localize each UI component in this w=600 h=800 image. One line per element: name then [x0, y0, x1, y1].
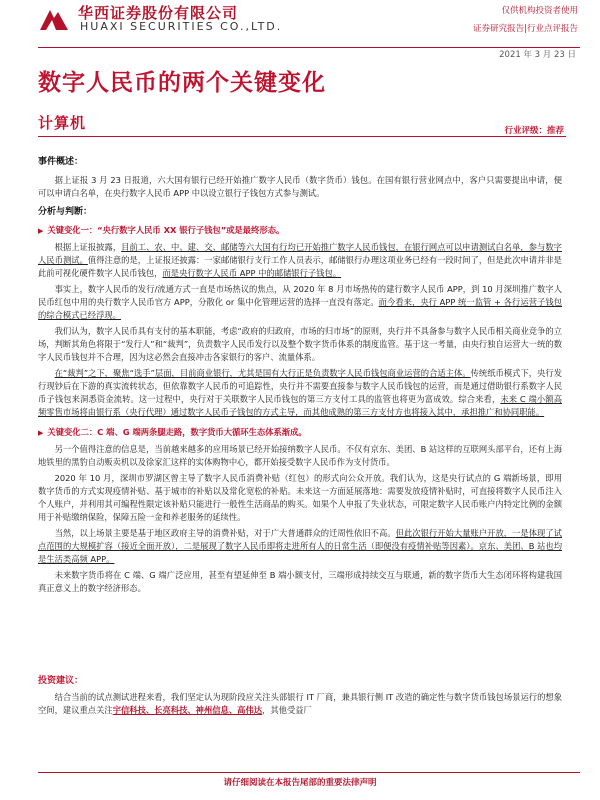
sector-name: 计算机 — [38, 114, 87, 132]
key-change-1-para-1: 根据上证报披露，目前工、农、中、建、交、邮储等六大国有行均已开始推广数字人民币钱包，在银行网点可以申请测试白名单，参与数字人民币测试。值得注意的是，上证报还披露：一家邮储银行支行工作人员表示，邮储银行办理这项业务已经有一段时间了，但是此次申请并非是此前可视化硬件数字人民币钱包，而是央行数字人民币 APP 中的邮储银行子钱包。 — [38, 242, 562, 278]
key-change-2-title: ▶ 关键变化二：C 端、G 端两条腿走路，数字货币大循环生态体系渐成。 — [38, 427, 307, 437]
arrow-bullet-icon: ▶ — [38, 429, 44, 437]
company-logo — [40, 6, 68, 30]
report-title: 数字人民币的两个关键变化 — [38, 70, 326, 96]
arrow-bullet-icon: ▶ — [38, 227, 44, 235]
report-date: 2021 年 3 月 23 日 — [499, 50, 576, 60]
key-change-2-para-3: 当然，以上场景主要是基于地区政府主导的消费补贴，对于广大普通群众的迁周性依旧不高。但此次银行开始大量账户开放，一是体现了试点范围的大规模扩容（接近全面开放），二是展现了数字人民币即将走进所有人的日常生活（即便没有疫情补贴等因素）。京东、美团、B 站也均是生活类高频 APP。 — [38, 528, 562, 564]
key-change-2-para-1: 另一个值得注意的信息是，当前越来越多的应用场景已经开始接纳数字人民币。不仅有京东、美团、B 站这样的互联网头部平台，还有上海地铁里的黑豹自动贩卖机以及徐家汇这样的实体购物中心，都开始接受数字人民币作为支付货币。 — [38, 444, 562, 467]
company-name-en: HUAXI SECURITIES CO.,LTD. — [80, 20, 283, 33]
report-type: 证券研究报告|行业点评报告 — [473, 24, 578, 34]
event-heading: 事件概述： — [38, 157, 84, 167]
company-name-cn: 华西证券股份有限公司 — [78, 4, 239, 22]
investment-heading: 投资建议： — [38, 676, 84, 686]
sector-divider — [38, 136, 566, 137]
key-change-2-para-4: 未来数字货币将在 C 端、G 端广泛应用，甚至有望延伸至 B 端小额支付，三端形成持续交互与联通，新的数字货币大生态闭环将构建我国真正意义上的数字经济形态。 — [38, 570, 562, 593]
key-change-1-para-4: 在“裁判”之下，聚焦“选手”层面，目前商业银行，尤其是国有大行正是负责数字人民币钱包商业运营的合适主体。传统纸币模式下，央行发行现钞后在下游的真实流转状态，但依靠数字人民币的可追踪性，央行并不需要直接参与数字人民币钱包的运营，而是通过借助银行系数字人民币子钱包来洞悉资金流转。这一过程中，央行对于关联数字人民币钱包的第三方支付工具的监管也将更为富成效。综合来看，未来 C 端小额高频零售市场将由银行系（央行代理）通过数字人民币子钱包的方式主导，而其他成熟的第三方支付方也将接入其中，承担推广和协同职能。 — [38, 368, 562, 417]
key-change-1-para-2: 事实上，数字人民币的发行/流通方式一直是市场热议的焦点，从 2020 年 8 月市场热传的建行数字人民币 APP，到 10 月深圳推广数字人民币红包中用的央行数字人民币官方 APP，分散化 or 集中化管理运营的选择一直没有落定。而今看来，央行 APP 统一监管 + 各行运营子钱包的综合模式已经浮现。 — [38, 284, 562, 320]
key-change-1-para-3: 我们认为，数字人民币具有支付的基本职能，考虑“政府的归政府，市场的归市场”的原则，央行并不具备参与数字人民币相关商业竞争的立场，判断其角色将限于“发行人”和“裁判”，负责数字人民币发行以及整个数字货币体系的制度监管。基于这一考量，由央行独自运营大一统的数字人民币钱包并不合理，因为这必然会直接冲击各家银行的客户、流量体系。 — [38, 326, 562, 362]
investment-body: 结合当前的试点测试进程来看，我们坚定认为现阶段应关注头部银行 IT 厂商，兼具银行侧 IT 改造的确定性与数字货币钱包场景运行的想象空间，建议重点关注宇信科技、长亮科技、神州信息、高伟达，其他受益厂 — [38, 692, 562, 715]
report-body — [38, 150, 562, 598]
legal-disclaimer: 请仔细阅读在本报告尾部的重要法律声明 — [223, 778, 377, 788]
analysis-heading: 分析与判断： — [38, 207, 93, 217]
footer-divider — [38, 772, 580, 773]
event-body: 据上证报 3 月 23 日报道，六大国有银行已经开始推广数字人民币（数字货币）钱包。在国有银行营业网点中，客户只需要提出申请，便可以申请白名单，在央行数字人民币 APP 中以设立银行子钱包方式参与测试。 — [38, 175, 562, 198]
key-change-2-para-2: 2020 年 10 月，深圳市罗湖区曾主导了数字人民币消费补贴（红包）的形式向公众开放。我们认为，这是央行试点的 G 端新场景，即用数字货币的方式实现疫情补贴、基于城市的补贴以及常化宽松的补贴。未来这一方面延展落地：需要发放疫情补贴时，可直接将数字人民币注入个人账户，并利用其可编程性限定该补贴只能进行一般性生活商品的购买。如果个人申报了失业状态，可限定数字人民币账户内特定比例的金额用于补贴缴纳保险，保障五险一金和养老服务的延续性。 — [38, 473, 562, 522]
key-change-1-title: ▶ 关键变化一：“央行数字人民币 XX 银行子钱包”或是最终形态。 — [38, 225, 285, 235]
industry-rating: 行业评级：推荐 — [504, 126, 564, 136]
usage-note: 仅供机构投资者使用 — [501, 6, 578, 16]
recommended-stocks: 宇信科技、长亮科技、神州信息、高伟达 — [112, 705, 263, 715]
